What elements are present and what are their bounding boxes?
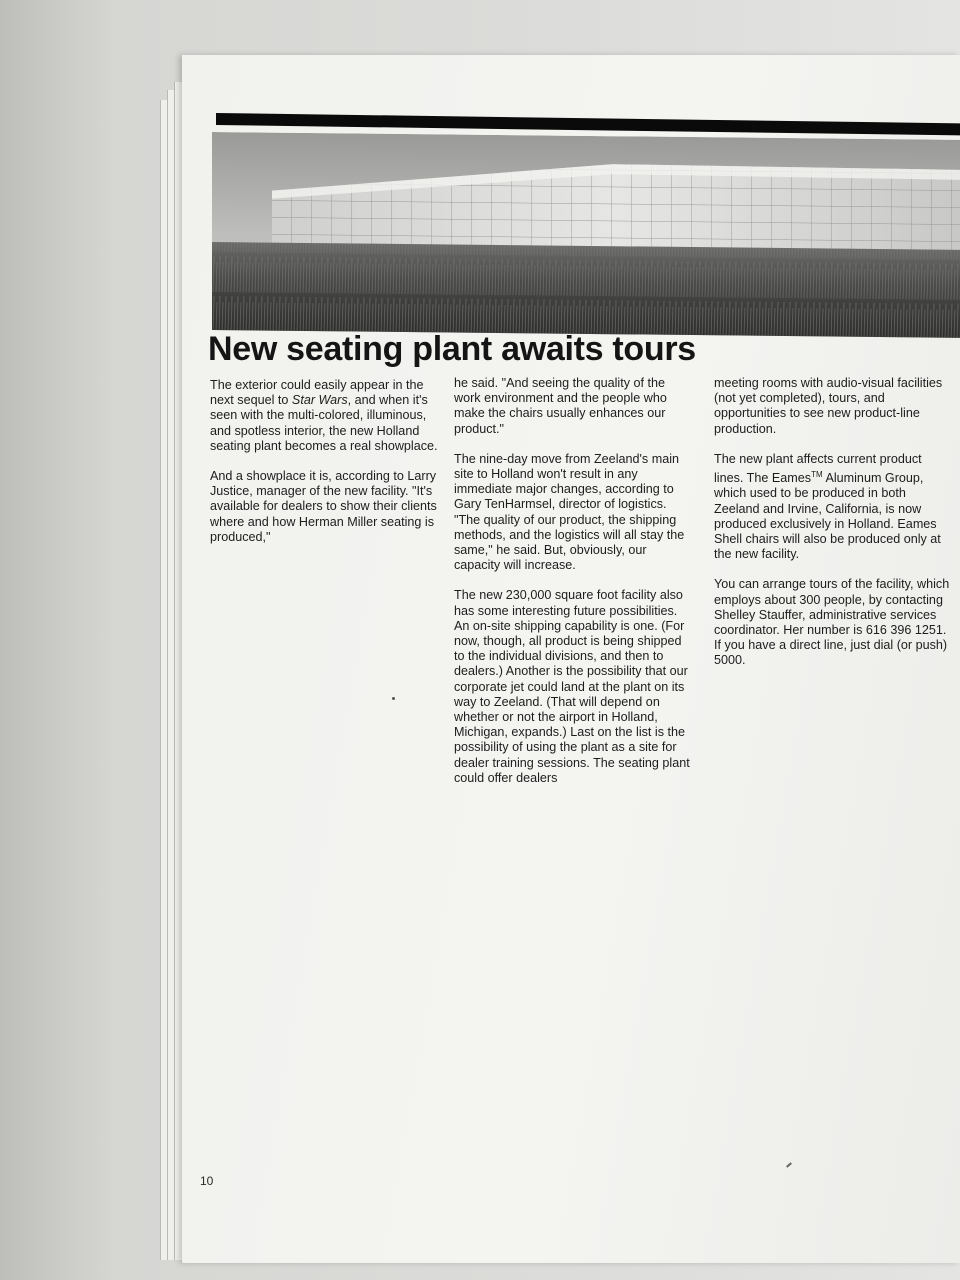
paragraph: The new plant affects current product lines. The Eames™ Aluminum Group, which used to be produced in both Zeeland and Irvine, California, is now produced exclusively in Holland. Eames Shell chairs will also be produced only at the new facility. bbox=[714, 451, 941, 562]
paragraph: The nine-day move from Zeeland's main site to Holland won't result in any immediate major changes, according to Gary TenHarmsel, director of logistics. "The quality of our product, the shipping methods, and the logistics will all stay the same," he said. But, obviously, our capacity will increase. bbox=[454, 451, 685, 573]
article-column-1 bbox=[210, 378, 438, 560]
paragraph: And a showplace it is, according to Larry Justice, manager of the new facility. "It's available for dealers to show their clients where and how Herman Miller seating is produced," bbox=[210, 469, 437, 544]
paragraph: The new 230,000 square foot facility also has some interesting future possibilities. An on-site shipping capability is one. (For now, though, all product is being shipped to the individual divisions, and then to dealers.) Another is the possibility that our corporate jet could land at the plant on its way to Zeeland. (That will depend on whether or not the airport in Holland, Michigan, expands.) Last on the list is the possibility of using the plant as a site for dealer training sessions. The seating plant could offer dealers bbox=[454, 588, 690, 785]
article-column-3 bbox=[714, 376, 950, 684]
ink-speck bbox=[392, 697, 395, 700]
paragraph: You can arrange tours of the facility, which employs about 300 people, by contacting Shelley Stauffer, administrative services coordinator. Her number is 616 396 1251. If you have a direct line, just dial (or push) 5000. bbox=[714, 577, 950, 668]
article-column-2 bbox=[454, 376, 690, 801]
trademark-mark: TM bbox=[811, 470, 823, 480]
film-title: Star Wars bbox=[291, 393, 348, 408]
page-number: 10 bbox=[200, 1174, 214, 1188]
paragraph: The exterior could easily appear in the next sequel to Star Wars, and when it's seen with the multi-colored, illuminous, and spotless interior, the new Holland seating plant becomes a real showplace. bbox=[210, 378, 438, 453]
article-headline: New seating plant awaits tours bbox=[208, 330, 696, 368]
paragraph: meeting rooms with audio-visual facilities (not yet completed), tours, and opportunities to see new product-line production. bbox=[714, 376, 943, 436]
seating-plant-photo bbox=[212, 132, 960, 338]
paragraph: he said. "And seeing the quality of the work environment and the people who make the chairs usually enhances our product." bbox=[454, 376, 667, 436]
